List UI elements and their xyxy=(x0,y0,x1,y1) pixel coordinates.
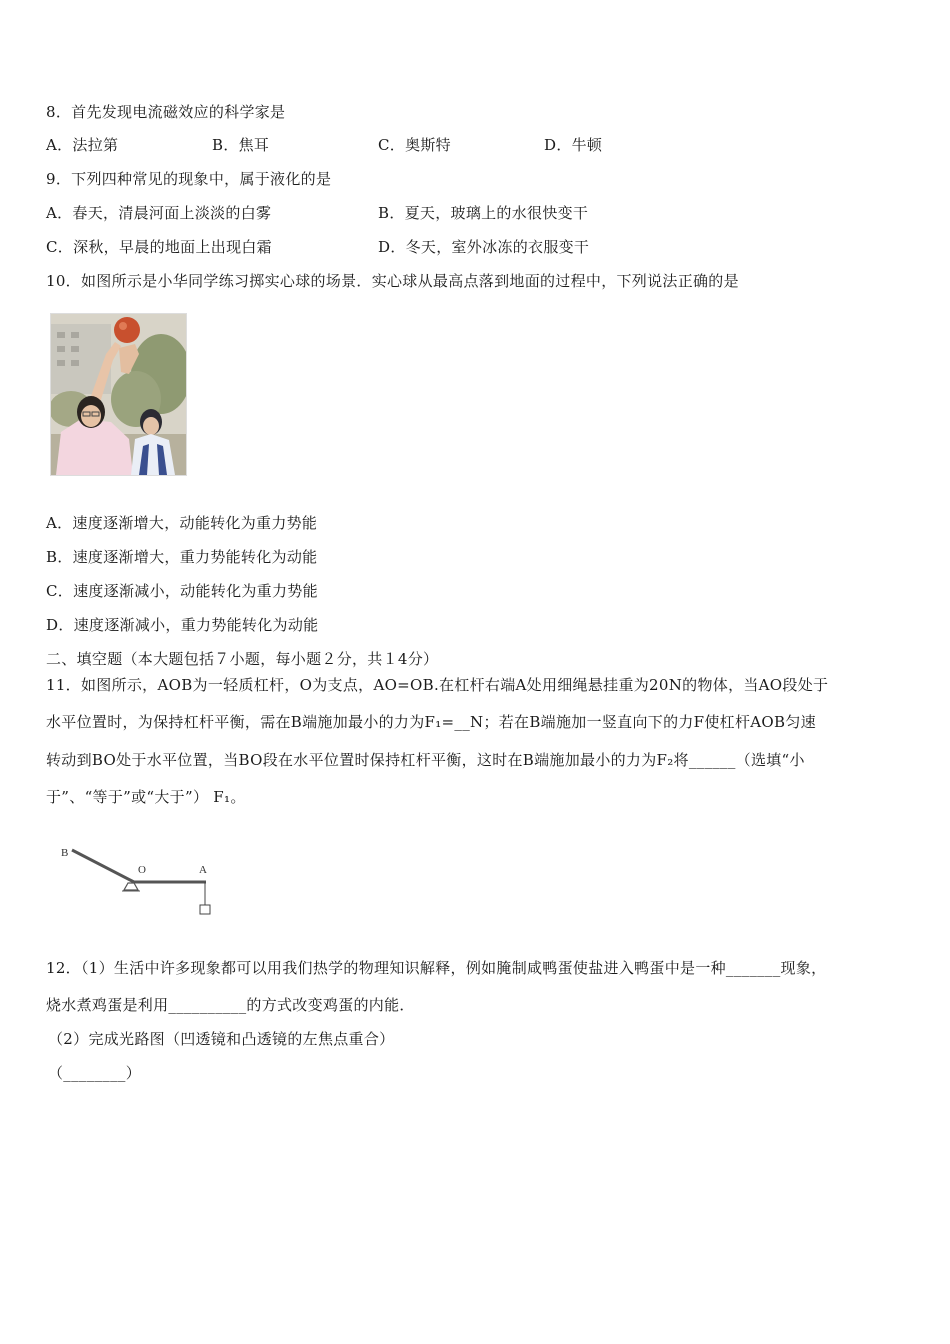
lever-diagram xyxy=(58,842,228,920)
section-2-title: 二、填空题（本大题包括７小题，每小题２分，共１4分） xyxy=(46,650,439,668)
q12-answer-blank: （________） xyxy=(48,1064,142,1082)
q10-option-b: B．速度逐渐增大，重力势能转化为动能 xyxy=(46,548,318,566)
q8-stem: 8．首先发现电流磁效应的科学家是 xyxy=(46,103,286,121)
q8-option-a: A．法拉第 xyxy=(46,136,119,154)
q10-stem: 10．如图所示是小华同学练习掷实心球的场景．实心球从最高点落到地面的过程中，下列说法正确的是 xyxy=(46,272,739,290)
q12-line-3: （2）完成光路图（凹透镜和凸透镜的左焦点重合） xyxy=(48,1030,395,1048)
q9-stem: 9．下列四种常见的现象中，属于液化的是 xyxy=(46,170,332,188)
q11-line-2: 水平位置时，为保持杠杆平衡，需在B端施加最小的力为F₁=__N；若在B端施加一竖直向下的力F使杠杆AOB匀速 xyxy=(46,713,816,731)
q11-line-3: 转动到BO处于水平位置，当BO段在水平位置时保持杠杆平衡，这时在B端施加最小的力为F₂将______（选填“小 xyxy=(46,751,805,769)
q11-line-4: 于”、“等于”或“大于”） F₁。 xyxy=(46,788,246,806)
q9-option-a: A．春天，清晨河面上淡淡的白雾 xyxy=(46,204,272,222)
hanging-weight xyxy=(200,905,210,914)
q9-option-c: C．深秋，早晨的地面上出现白霜 xyxy=(46,238,272,256)
q8-option-d: D．牛顿 xyxy=(544,136,603,154)
lever-label-o: O xyxy=(138,864,146,876)
lever-label-a: A xyxy=(199,864,207,876)
fulcrum-icon xyxy=(124,883,138,890)
q9-option-b: B．夏天，玻璃上的水很快变干 xyxy=(378,204,589,222)
q10-option-d: D．速度逐渐减小，重力势能转化为动能 xyxy=(46,616,319,634)
q8-option-c: C．奥斯特 xyxy=(378,136,451,154)
shot-put-photo xyxy=(50,313,187,476)
q10-option-a: A．速度逐渐增大，动能转化为重力势能 xyxy=(46,514,318,532)
q12-line-2: 烧水煮鸡蛋是利用__________的方式改变鸡蛋的内能． xyxy=(46,996,415,1014)
lever-label-b: B xyxy=(61,847,69,859)
q8-option-b: B．焦耳 xyxy=(212,136,270,154)
q11-line-1: 11．如图所示，AOB为一轻质杠杆，O为支点，AO=OB.在杠杆右端A处用细绳悬挂重为20N的物体，当AO段处于 xyxy=(46,676,829,694)
q12-line-1: 12．（1）生活中许多现象都可以用我们热学的物理知识解释，例如腌制咸鸭蛋使盐进入鸭蛋中是一种_______现象， xyxy=(46,959,827,977)
q10-option-c: C．速度逐渐减小，动能转化为重力势能 xyxy=(46,582,318,600)
q9-option-d: D．冬天，室外冰冻的衣服变干 xyxy=(378,238,590,256)
lever-segment-bo xyxy=(72,850,134,882)
